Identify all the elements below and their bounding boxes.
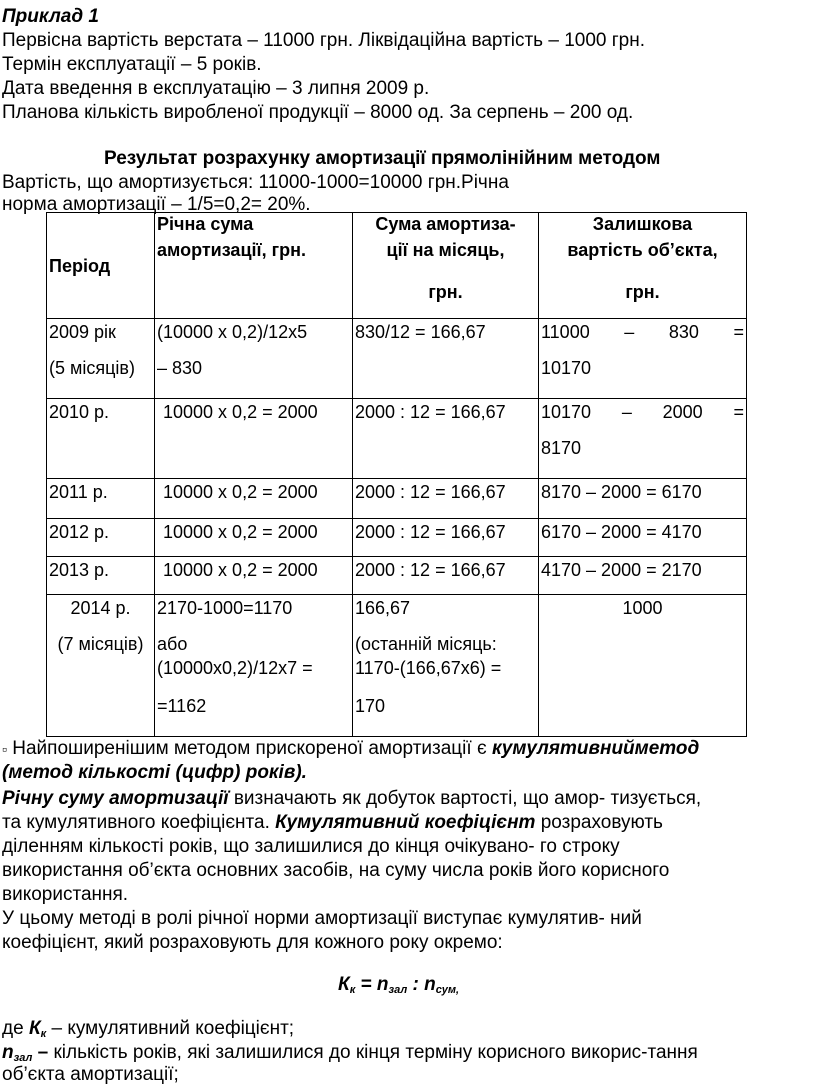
formula-text: n [424,974,436,995]
example-title: Приклад 1 [2,6,99,27]
cell-text: 1000 [622,598,663,618]
cell-text: 2000 : 12 = 166,67 [355,522,506,542]
table-row [47,399,747,479]
formula-sub: зал [388,984,408,996]
cell-monthly [353,399,539,479]
cell-text: (10000 х 0,2)/12х5 [157,322,308,342]
header-period [47,213,155,319]
header-label: ції на місяць, [386,240,505,260]
cell-text: 170 [355,696,386,716]
example-line: Планова кількість виробленої продукції – 8000 од. За серпень – 200 од. [2,102,634,123]
paragraph-line: використання. [2,884,129,905]
formula-sub: сум, [435,984,460,996]
paragraph-line: діленням кількості років, що залишилися до кінця очікувано- го строку [2,836,620,857]
cell-residual [539,479,747,519]
cell-text: 2000 : 12 = 166,67 [355,402,506,422]
paragraph-line: У цьому методі в ролі річної норми амортизації виступає кумулятив- ний [2,908,642,929]
cell-annual [155,519,353,557]
formula-sub: к [40,1028,47,1040]
cell-text: 10170 [541,402,592,422]
cell-annual [155,595,353,737]
text-run: та кумулятивного коефіцієнта. [2,812,276,833]
cell-monthly [353,557,539,595]
header-label: Залишкова [592,214,693,234]
cell-text: 10000 х 0,2 = 2000 [163,402,318,422]
table-header-row [47,213,747,319]
header-label: вартість об’єкта, [567,240,718,260]
formula-sub: зал [13,1052,33,1064]
result-line: Вартість, що амортизується: 11000-1000=10000 грн.Річна [2,172,509,193]
cell-text: 830/12 = 166,67 [355,322,486,342]
cell-text: (10000х0,2)/12х7 = [157,658,313,678]
cell-period [47,319,155,399]
cell-text: 2012 р. [49,522,110,542]
result-line: норма амортизації – 1/5=0,2= 20%. [2,194,311,215]
cell-text: 2013 р. [49,560,110,580]
cell-annual [155,557,353,595]
cell-text: 2011 р. [49,482,108,502]
cell-text: – [624,322,635,342]
text-run: розраховують [535,812,663,833]
cell-residual [539,519,747,557]
cell-text: 166,67 [355,598,411,618]
formula-text: К [338,974,350,995]
cell-text: 830 [668,322,699,342]
cell-text: 2000 : 12 = 166,67 [355,482,506,502]
header-monthly [353,213,539,319]
cell-text: =1162 [157,696,207,716]
cell-annual [155,479,353,519]
cell-text: 2010 р. [49,402,110,422]
cell-text: 8170 – 2000 = 6170 [541,482,702,502]
cell-annual [155,319,353,399]
text-run: n [2,1042,14,1063]
cell-monthly [353,319,539,399]
cell-period [47,557,155,595]
cell-residual [539,399,747,479]
header-label: амортизації, грн. [157,240,306,260]
table-row [47,479,747,519]
cell-text: = [733,402,744,422]
cell-monthly [353,595,539,737]
paragraph-line: коефіцієнт, який розраховують для кожного року окремо: [2,932,503,953]
formula [338,974,459,1001]
cell-text: 1170-(166,67х6) = [355,658,502,678]
paragraph-line [2,812,663,834]
cell-text: 6170 – 2000 = 4170 [541,522,702,542]
cell-monthly [353,479,539,519]
cell-residual [539,319,747,399]
result-heading: Результат розрахунку амортизації прямолінійним методом [104,148,661,169]
formula-text: : [407,974,425,995]
cell-residual [539,557,747,595]
example-line: Первісна вартість верстата – 11000 грн. Ліквідаційна вартість – 1000 грн. [2,30,646,51]
formula-text: = [355,974,377,995]
bullet-icon: ▫ [2,741,7,757]
text-run: Найпоширенішим методом прискореної амортизації є [12,738,492,759]
example-line: Термін експлуатації – 5 років. [2,54,262,75]
cell-annual [155,399,353,479]
table-row [47,519,747,557]
cell-text: 2000 [662,402,703,422]
table-row [47,595,747,737]
cell-text: 10000 х 0,2 = 2000 [163,522,318,542]
paragraph-line [2,738,699,760]
text-run: К [28,1018,41,1039]
cell-period [47,479,155,519]
definition-line [2,1018,294,1045]
formula-text: n [376,974,389,995]
cell-text: (5 місяців) [49,358,135,378]
cell-text [541,401,744,423]
cell-residual [539,595,747,737]
header-label: Річна сума [157,214,254,234]
cell-text: = [733,322,744,342]
header-label: Сума амортиза- [375,214,516,234]
text-run: Річну суму амортизації [2,788,229,809]
text-run: Кумулятивний коефіцієнт [275,812,536,833]
cell-text: 11000 [541,322,590,342]
cell-text: – 830 [157,358,203,378]
text-run: кількість років, які залишилися до кінця терміну корисного викорис-тання [48,1042,698,1063]
definition-line: об’єкта амортизації; [2,1064,179,1085]
cell-text: 10170 [541,358,592,378]
header-label: грн. [625,282,660,302]
paragraph-line: (метод кількості (цифр) років). [2,762,307,783]
cell-text: 2170-1000=1170 [157,598,293,618]
cell-text [541,321,744,343]
header-residual [539,213,747,319]
cell-period [47,519,155,557]
amortization-table [46,212,747,737]
cell-text: – [621,402,632,422]
formula-sub: к [349,984,356,996]
cell-period [47,399,155,479]
cell-text: 10000 х 0,2 = 2000 [163,482,318,502]
cell-text: (7 місяців) [57,634,144,654]
paragraph-line [2,788,701,810]
paragraph-line: використання об’єкта основних засобів, на суму числа років його корисного [2,860,670,881]
header-period-label: Період [49,255,111,276]
cell-text: 4170 – 2000 = 2170 [541,560,702,580]
cell-period [47,595,155,737]
cell-text: 2009 рік [49,322,116,342]
cell-text: 10000 х 0,2 = 2000 [163,560,318,580]
table-row [47,557,747,595]
cell-monthly [353,519,539,557]
text-run: де [2,1018,29,1039]
example-line: Дата введення в експлуатацію – 3 липня 2009 р. [2,78,430,99]
cell-text: (останній місяць: [355,634,497,654]
text-run: – кумулятивний коефіцієнт; [46,1018,295,1039]
cell-text: 2000 : 12 = 166,67 [355,560,506,580]
header-label: грн. [428,282,463,302]
cell-text: 2014 р. [70,598,131,618]
text-run: – [32,1042,49,1063]
text-run: кумулятивнийметод [491,738,700,759]
table-row [47,319,747,399]
cell-text: 8170 [541,438,582,458]
header-annual [155,213,353,319]
text-run: визначають як добуток вартості, що амор- тизується, [228,788,702,809]
cell-text: або [157,634,188,654]
